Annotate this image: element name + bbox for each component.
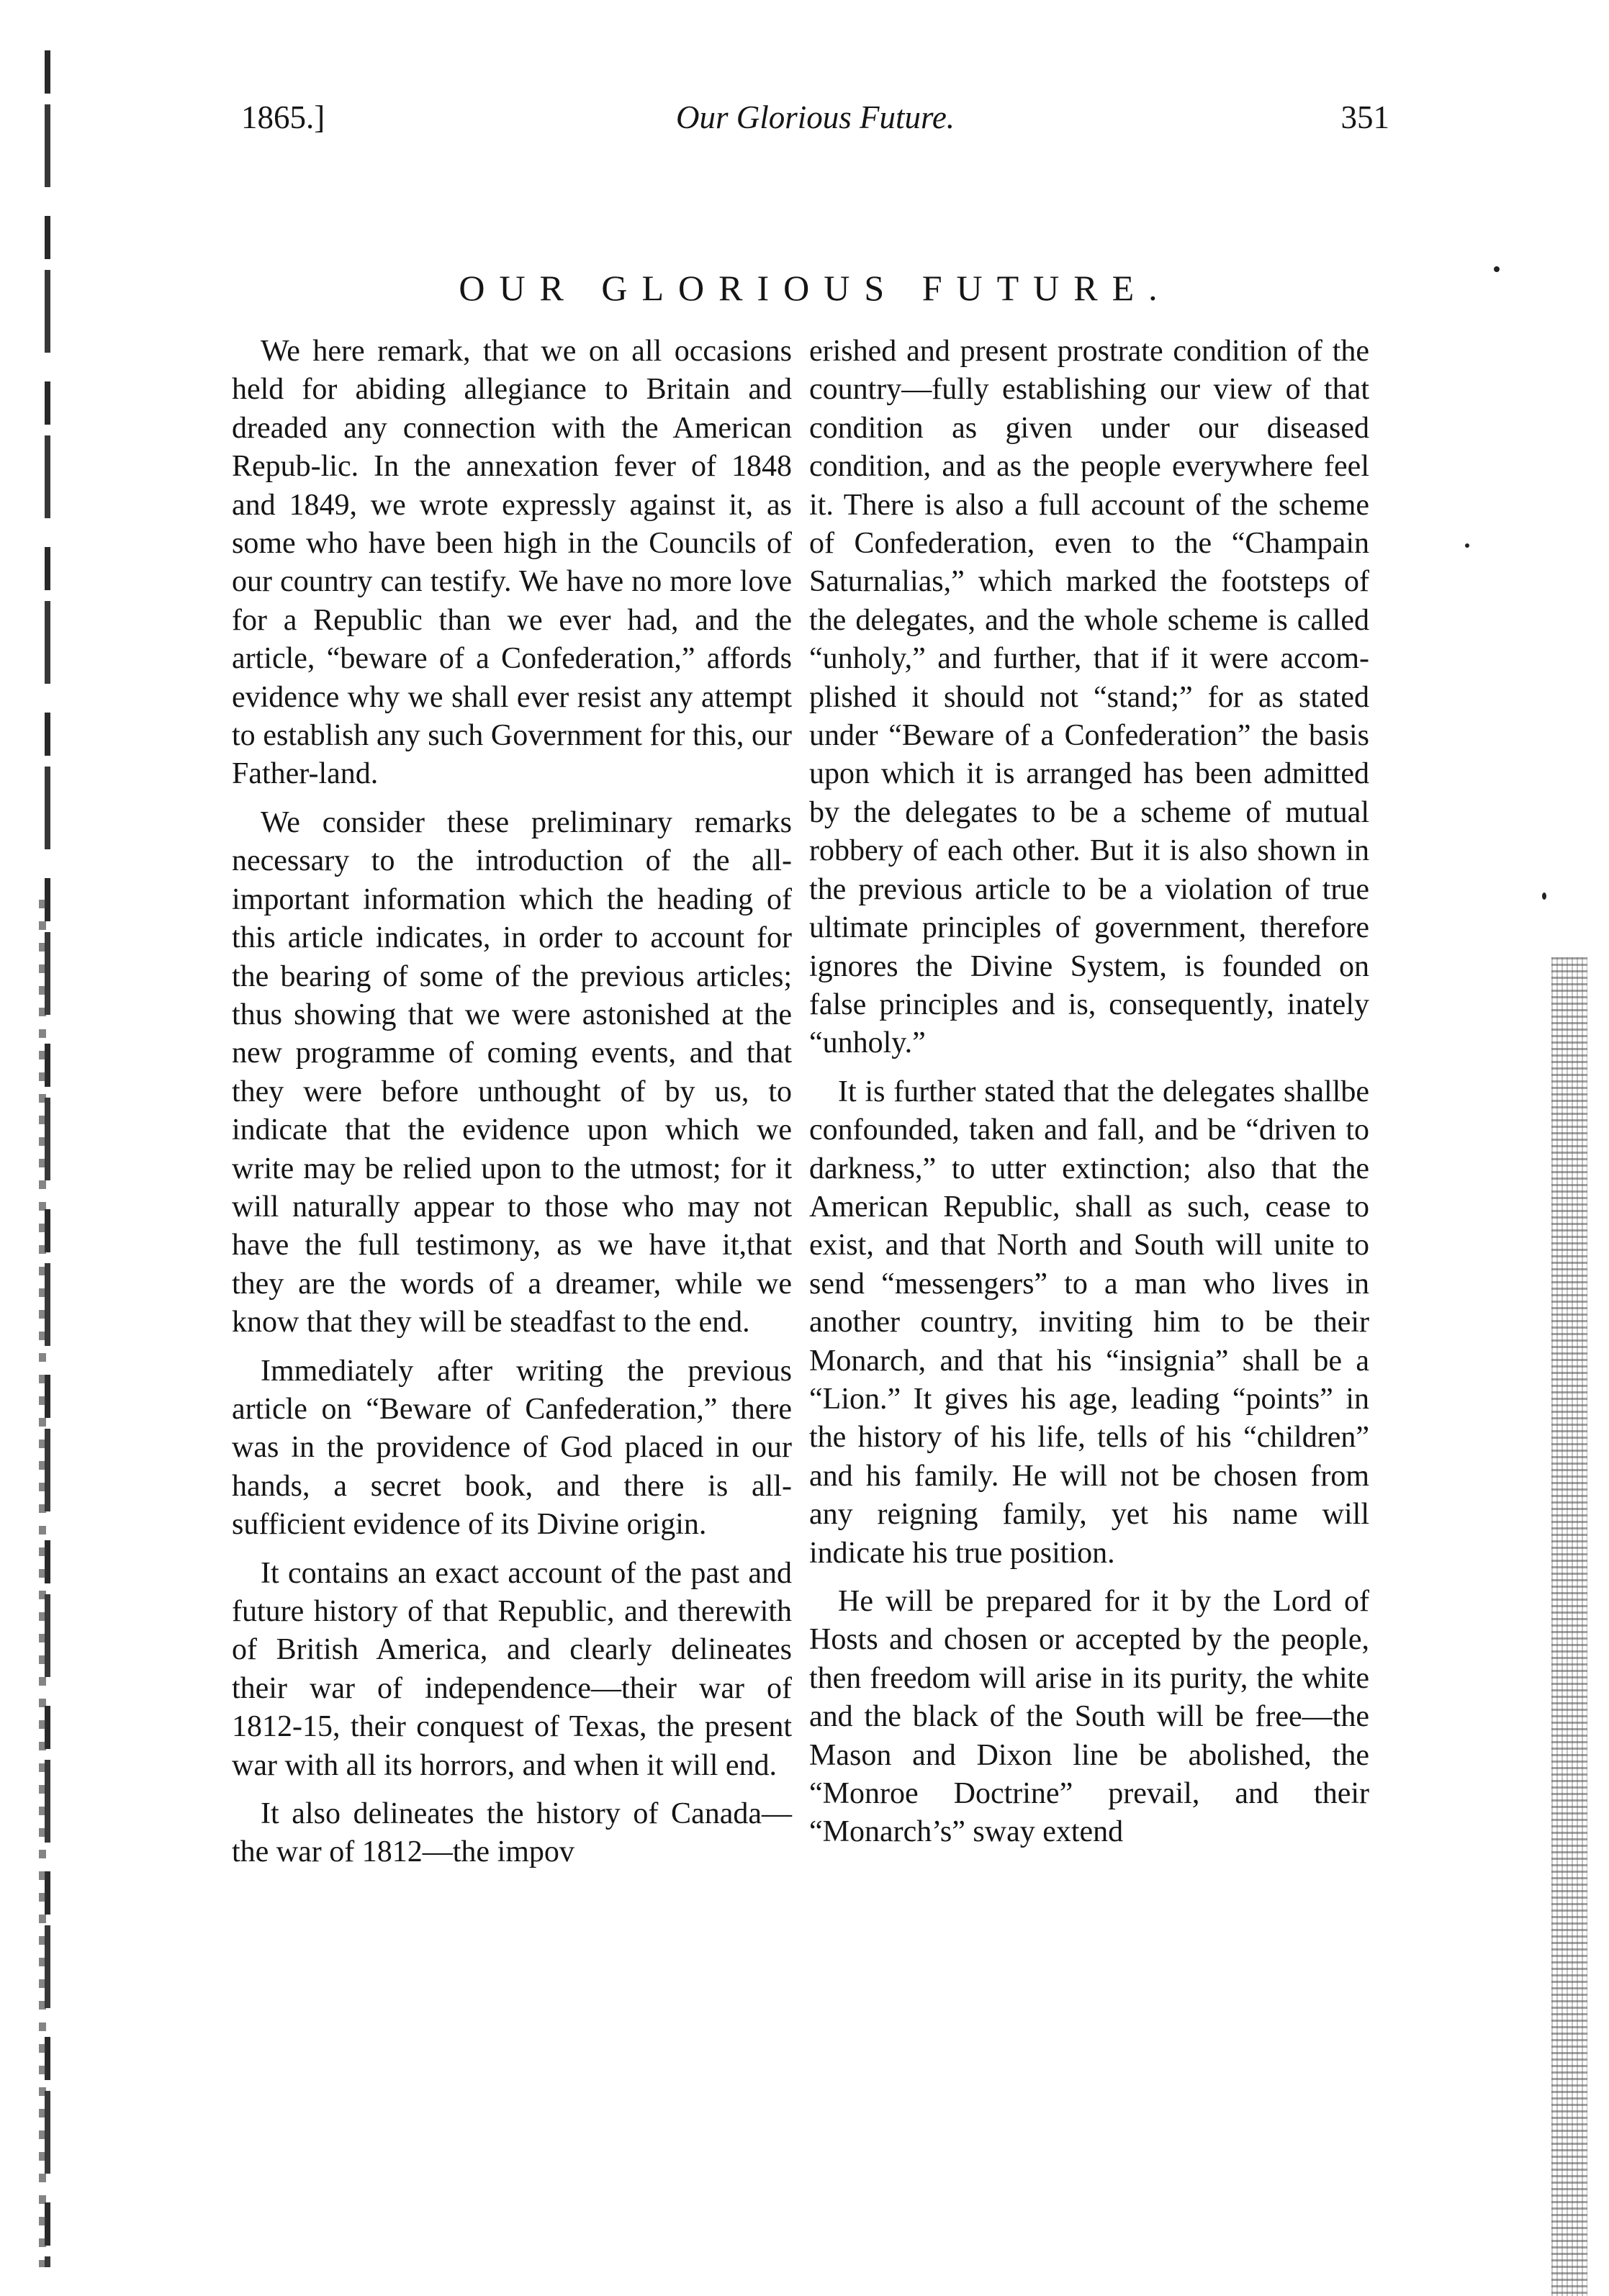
paragraph: It also delineates the history of Canada—the war of 1812—the impov (232, 1797, 792, 1869)
page-edge-left-shadow (39, 900, 46, 2267)
right-column (809, 333, 1369, 1862)
running-head (241, 92, 1389, 143)
article-title: OUR GLORIOUS FUTURE. (459, 268, 1172, 308)
paragraph: We consider these preliminary remarks necessary to the introduction of the all-important information which the heading of this article indicates, in order to account for the bearing of some of the previous articles; thus showing that we were astonished at the new programme of coming events, and that they were before unthought of by us, to indicate that the evidence upon which we write may be relied upon to the utmost; for it will naturally appear to those who may not have the full testimony, as we have it,that they are the words of a dreamer, while we know that they will be steadfast to the end. (232, 805, 792, 1339)
header-running-title: Our Glorious Future. (675, 99, 955, 135)
header-page-number: 351 (1340, 99, 1389, 135)
paragraph: He will be prepared for it by the Lord of Hosts and chosen or accepted by the people, then freedom will arise in its purity, the white and the black of the South will be free—the Mason and Dixon line be abolished, the “Monroe Doctrine” prevail, and their “Monarch’s” sway extend (809, 1585, 1369, 1849)
scan-speck (1494, 266, 1500, 272)
page-edge-right (1551, 957, 1587, 2296)
header-year: 1865.] (241, 99, 325, 135)
paragraph: It is further stated that the delegates shallbe confounded, taken and fall, and be “driven to darkness,” to utter extinction; also that the American Republic, shall as such, cease to exist, and that North and South will unite to send “messengers” to a man who lives in another country, inviting him to be their Monarch, and that his “insignia” shall be a “Lion.” It gives his age, leading “points” in the history of his life, tells of his “children” and his family. He will not be chosen from any reigning family, yet his name will indicate his true position. (809, 1075, 1369, 1570)
scan-speck (1542, 892, 1546, 900)
left-column (232, 333, 792, 1882)
paragraph: It contains an exact account of the past and future history of that Republic, and therewith of British America, and clearly delineates their war of independence—their war of 1812-15, their conquest of Texas, the present war with all its horrors, and when it will end. (232, 1556, 792, 1782)
paragraph: We here remark, that we on all occasions held for abiding allegiance to Britain and dreaded any connection with the American Repub-lic. In the annexation fever of 1848 and 1849, we wrote expressly against it, as some who have been high in the Councils of our country can testify. We have no more love for a Republic than we ever had, and the article, “beware of a Confederation,” affords evidence why we shall ever resist any attempt to establish any such Government for this, our Father-land. (232, 335, 792, 791)
scan-speck (1465, 543, 1469, 548)
paragraph: erished and present prostrate condition of the country—fully establishing our view of that condition as given under our diseased condition, and as the people everywhere feel it. There is also a full account of the scheme of Confederation, even to the “Champain Saturnalias,” which marked the footsteps of the delegates, and the whole scheme is called “unholy,” and further, that if it were accomplished it should not “stand;” for as stated under “Beware of a Confederation” the basis upon which it is arranged has been admitted by the delegates to be a scheme of mutual robbery of each other. But it is also shown in the previous article to be a violation of true ultimate principles of government, therefore ignores the Divine System, is founded on false principles and is, consequently, inately “unholy.” (809, 335, 1369, 1060)
paragraph: Immediately after writing the previous article on “Beware of Canfederation,” there was in the providence of God placed in our hands, a secret book, and there is all-sufficient evidence of its Divine origin. (232, 1354, 792, 1542)
